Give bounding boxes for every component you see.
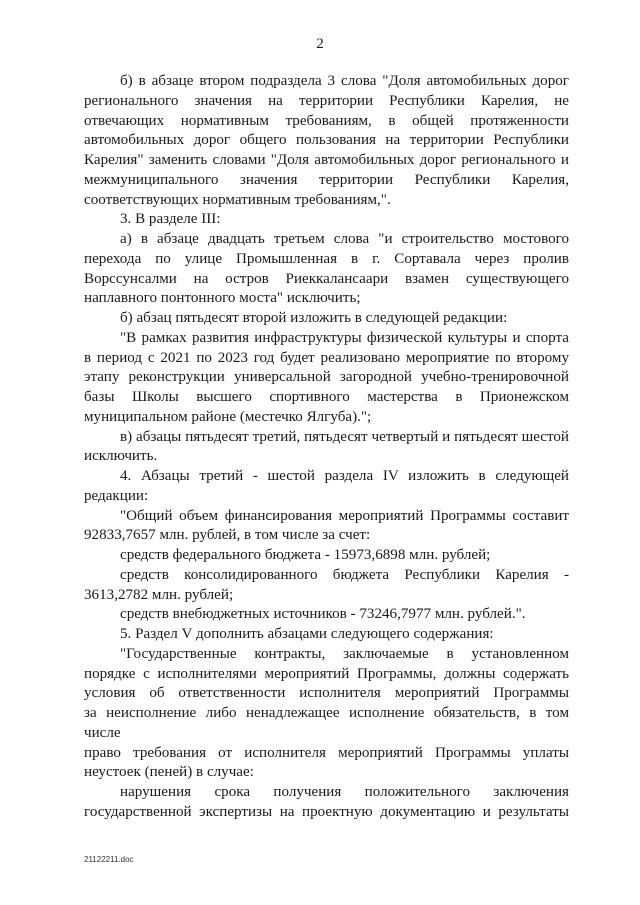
text-line: "Общий объем финансирования мероприятий Программы составит (120, 507, 569, 524)
text-line: исключить. (84, 448, 158, 465)
text-line: за неисполнение либо ненадлежащее исполнение обязательств, в том числе (84, 705, 569, 741)
text-line: регионального значения на территории Республики Карелия, не (84, 92, 569, 109)
text-line: наплавного понтонного моста" исключить; (84, 290, 361, 307)
text-line: право требования от исполнителя мероприятий Программы уплаты (84, 744, 569, 761)
text-line: "Государственные контракты, заключаемые в установленном (120, 645, 569, 662)
document-body (84, 72, 569, 823)
text-line: б) абзац пятьдесят второй изложить в следующей редакции: (120, 310, 508, 326)
text-line: 92833,7657 млн. рублей, в том числе за счет: (84, 527, 371, 544)
text-line: редакции: (84, 487, 149, 504)
text-line: 3613,2782 млн. рублей; (84, 586, 234, 603)
text-line: б) в абзаце втором подраздела 3 слова "Доля автомобильных дорог (120, 73, 569, 89)
text-line: средств консолидированного бюджета Республики Карелия - (120, 566, 569, 583)
text-line: Карелия" заменить словами "Доля автомобильных дорог регионального и (84, 152, 569, 168)
text-line: отвечающих нормативным требованиям, в общей протяженности (84, 112, 569, 129)
text-line: Ворссунсалми на остров Риеккалансаари взамен существующего (84, 270, 569, 287)
text-line: средств внебюджетных источников - 73246,7977 млн. рублей.". (120, 606, 526, 623)
text-line: этапу реконструкции универсальной загородной учебно-тренировочной (84, 369, 569, 386)
text-line: 4. Абзацы третий - шестой раздела IV изложить в следующей (120, 468, 569, 484)
text-line: межмуниципального значения территории Республики Карелия, (84, 171, 569, 188)
text-line: перехода по улице Промышленная в г. Сортавала через пролив (84, 250, 569, 267)
text-line: средств федерального бюджета - 15973,6898 млн. рублей; (120, 547, 491, 563)
text-line: автомобильных дорог общего пользования на территории Республики (84, 132, 569, 149)
text-line: неустоек (пеней) в случае: (84, 764, 254, 781)
text-line: в период с 2021 по 2023 год будет реализовано мероприятие по второму (84, 349, 569, 366)
text-line: а) в абзаце двадцать третьем слова "и строительство мостового (120, 231, 569, 247)
page-number: 2 (316, 36, 324, 52)
text-line: муниципальном районе (местечко Ялгуба)."; (84, 408, 372, 425)
text-line: 5. Раздел V дополнить абзацами следующего содержания: (120, 626, 494, 642)
text-line: порядке с исполнителями мероприятий Программы, должны содержать (84, 665, 569, 682)
text-line: соответствующих нормативным требованиям,". (84, 191, 391, 208)
text-line: государственной экспертизы на проектную документацию и результаты (84, 803, 569, 820)
footer-filename: 21122211.doc (84, 855, 134, 864)
text-line: условия об ответственности исполнителя мероприятий Программы (84, 685, 569, 702)
text-line: базы Школы высшего спортивного мастерства в Прионежском (84, 389, 569, 405)
text-line: нарушения срока получения положительного заключения (120, 784, 569, 800)
text-line: в) абзацы пятьдесят третий, пятьдесят четвертый и пятьдесят шестой (120, 428, 569, 445)
text-line: "В рамках развития инфраструктуры физической культуры и спорта (120, 329, 569, 346)
text-line: 3. В разделе III: (120, 211, 221, 228)
